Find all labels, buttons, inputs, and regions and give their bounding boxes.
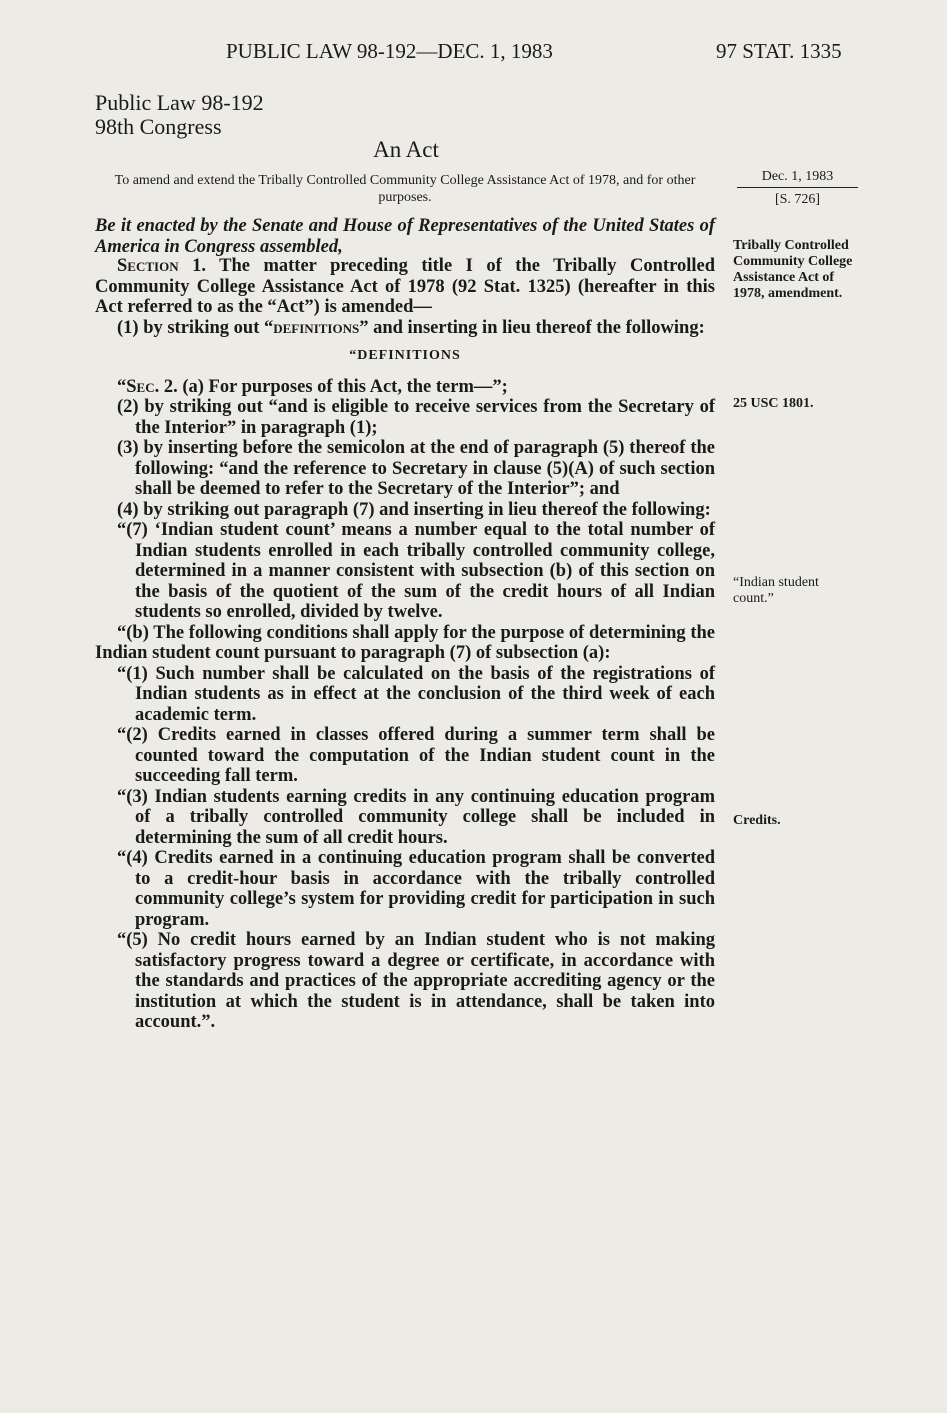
act-heading: An Act — [373, 137, 439, 162]
amendment-item-2: (2) by striking out “and is eligible to receive services from the Secretary of the Interior” in paragraph (1); — [117, 397, 715, 438]
amendment-item-1-text-b: ” and inserting in lieu thereof the following: — [359, 317, 705, 338]
condition-1: “(1) Such number shall be calculated on the basis of the registrations of Indian students as in effect at the conclusion of the third week of each academic term. — [117, 663, 715, 725]
sidenote-indian-student-count: “Indian student count.” — [733, 575, 819, 606]
amendment-item-1 — [95, 318, 715, 339]
condition-4: “(4) Credits earned in a continuing education program shall be converted to a credit-hour basis in accordance with the tribally controlled community college’s system for providing credit for participation in such program. — [117, 848, 715, 930]
amendment-item-1-text-a: (1) by striking out “ — [117, 317, 274, 338]
sidenote-act-name: Tribally Controlled Community College Assistance Act of 1978, amendment. — [733, 238, 853, 301]
congress-number: 98th Congress — [95, 114, 222, 139]
section-2-label: “Sec. — [117, 376, 160, 397]
sidenote-usc-citation: 25 USC 1801. — [733, 396, 814, 411]
paragraph-7-definition: “(7) ‘Indian student count’ means a number equal to the total number of Indian students enrolled in each tribally controlled community college, determined in a manner consistent with subsection (b) of this section on the basis of the quotient of the sum of the credit hours of all Indian students so enrolled, divided by twelve. — [117, 520, 715, 622]
section-1-label: Section — [117, 256, 179, 276]
act-body — [95, 256, 715, 1033]
sidenote-credits: Credits. — [733, 813, 781, 828]
act-purpose: To amend and extend the Tribally Controlled Community College Assistance Act of 1978, and for other purposes. — [114, 173, 696, 205]
running-header-title: PUBLIC LAW 98-192—DEC. 1, 1983 — [226, 39, 553, 63]
amendment-item-1-smallcaps: definitions — [273, 317, 360, 338]
public-law-number: Public Law 98-192 — [95, 90, 264, 115]
section-1 — [95, 256, 715, 318]
condition-2: “(2) Credits earned in classes offered during a summer term shall be counted toward the computation of the Indian student count in the succeeding fall term. — [117, 725, 715, 786]
section-2-body: 2. (a) For purposes of this Act, the term—”; — [159, 376, 508, 397]
condition-3: “(3) Indian students earning credits in any continuing education program of a tribally controlled community college shall be included in determining the sum of all credit hours. — [117, 786, 715, 848]
sidenote-date: Dec. 1, 1983 — [737, 168, 858, 188]
section-2-text — [95, 377, 715, 398]
definitions-heading: “DEFINITIONS — [349, 348, 461, 363]
section-1-text: 1. The matter preceding title I of the Tribally Controlled Community College Assistance Act of 1978 (92 Stat. 1325) (hereafter in this Act referred to as the “Act”) is amended— — [95, 256, 715, 317]
amendment-item-3: (3) by inserting before the semicolon at the end of paragraph (5) thereof the following: “and the reference to Secretary in clause (5)(A) of such section shall be deemed to refer to the Secretary of the Interior”; and — [117, 438, 715, 499]
sidenote-bill-number: [S. 726] — [774, 192, 821, 207]
running-header-stat: 97 STAT. 1335 — [716, 39, 842, 63]
sidenote-date-block — [737, 168, 858, 208]
enacting-clause: Be it enacted by the Senate and House of Representatives of the United States of America in Congress assembled, — [95, 216, 715, 257]
condition-5: “(5) No credit hours earned by an Indian student who is not making satisfactory progress toward a degree or certificate, in accordance with the standards and practices of the appropriate accrediting agency or the institution at which the student is in attendance, shall be taken into account.”. — [117, 930, 715, 1032]
subsection-b: “(b) The following conditions shall apply for the purpose of determining the Indian student count pursuant to paragraph (7) of subsection (a): — [95, 622, 715, 663]
amendment-item-4: (4) by striking out paragraph (7) and inserting in lieu thereof the following: — [117, 499, 711, 520]
